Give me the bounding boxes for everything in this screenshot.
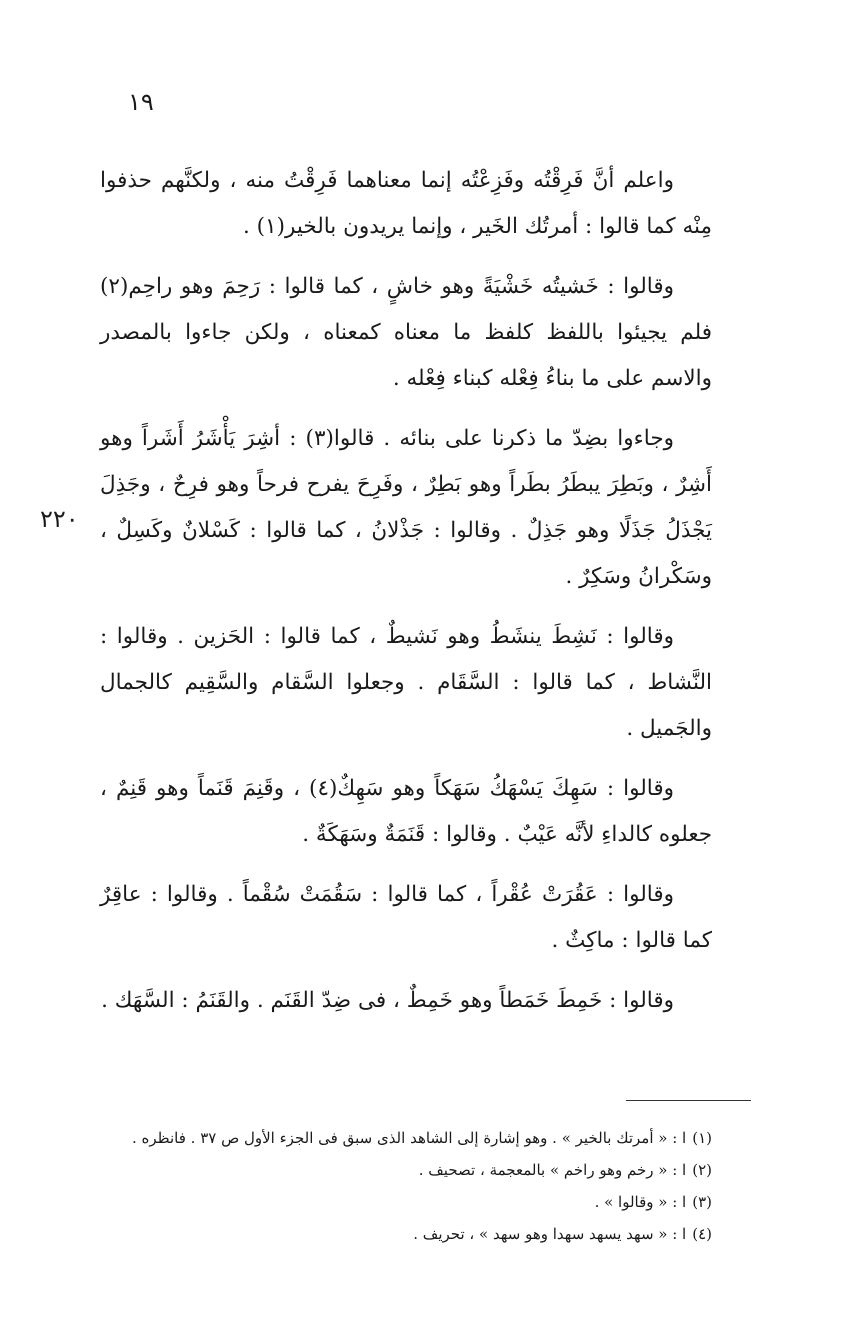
footnote-2 [100, 1154, 712, 1186]
footnote-number: (٤) [692, 1225, 712, 1243]
margin-page-reference: ٢٢٠ [40, 505, 79, 533]
footnote-number: (٢) [692, 1161, 712, 1179]
footnote-number: (٣) [692, 1193, 712, 1211]
footnote-divider [626, 1100, 751, 1101]
paragraph-3: وجاءوا بضِدّ ما ذكرنا على بنائه . قالوا(٣) : أشِرَ يَأْشَرُ أَشَراً وهو أَشِرٌ ، وبَطِرَ يبطَرُ بطَراً وهو بَطِرٌ ، وفَرِحَ يفرح فرحاً وهو فرِحٌ ، وجَذِلَ يَجْذَلُ جَذَلًا وهو جَذِلٌ . وقالوا : جَذْلانُ ، كما قالوا : كَسْلانٌ وكَسِلٌ ، وسَكْرانُ وسَكِرٌ . [100, 426, 712, 589]
footnote-3 [100, 1186, 712, 1218]
paragraph-5: وقالوا : سَهِكَ يَسْهَكُ سَهَكاً وهو سَهِكٌ(٤) ، وقَنِمَ قَنَماً وهو قَنِمٌ ، جعلوه كالداءِ لأنَّه عَيْبٌ . وقالوا : قَنَمَةٌ وسَهَكَةٌ . [100, 776, 712, 847]
footnote-number: (١) [692, 1129, 712, 1147]
paragraph-6: وقالوا : عَقُرَتْ عُقْراً ، كما قالوا : سَقُمَتْ سُقْماً . وقالوا : عاقِرٌ كما قالوا : ماكِثٌ . [100, 882, 712, 953]
paragraph-4: وقالوا : نَشِطَ ينشَطُ وهو نَشيطٌ ، كما قالوا : الحَزين . وقالوا : النَّشاط ، كما قالوا : السَّقَام . وجعلوا السَّقام والسَّقِيم كالجمال والجَميل . [100, 624, 712, 741]
footnote-text: ا : « وقالوا » . [594, 1193, 687, 1211]
footnote-text: ا : « رخم وهو راخم » بالمعجمة ، تصحيف . [418, 1161, 687, 1179]
paragraph-7: وقالوا : خَمِطَ خَمَطاً وهو خَمِطٌ ، فى ضِدّ القَنَم . والقَنَمُ : السَّهَك . [101, 988, 674, 1013]
paragraph-2: وقالوا : خَشيتُه خَشْيَةً وهو خاشٍ ، كما قالوا : رَحِمَ وهو راحِم(٢) فلم يجيئوا باللفظ كلفظ ما معناه كمعناه ، ولكن جاءوا بالمصدر والاسم على ما بناءُ فِعْله كبناء فِعْله . [100, 274, 712, 391]
footnote-4 [100, 1218, 712, 1250]
main-text [100, 158, 712, 1038]
footnotes [100, 1122, 712, 1250]
footnote-text: ا : « سهد يسهد سهدا وهو سهد » ، تحريف . [413, 1225, 687, 1243]
paragraph-1: واعلم أنَّ فَرِقْتُه وفَزِعْتُه إنما معناهما فَرِقْتُ منه ، ولكنَّهم حذفوا مِنْه كما قالوا : أمرتُك الخَير ، وإنما يريدون بالخير(١) . [100, 168, 712, 239]
footnote-1 [100, 1122, 712, 1154]
footnote-text: ا : « أمرتك بالخير » . وهو إشارة إلى الشاهد الذى سبق فى الجزء الأول ص ٣٧ . فانظره . [131, 1129, 687, 1147]
page-number: ١٩ [128, 88, 154, 116]
